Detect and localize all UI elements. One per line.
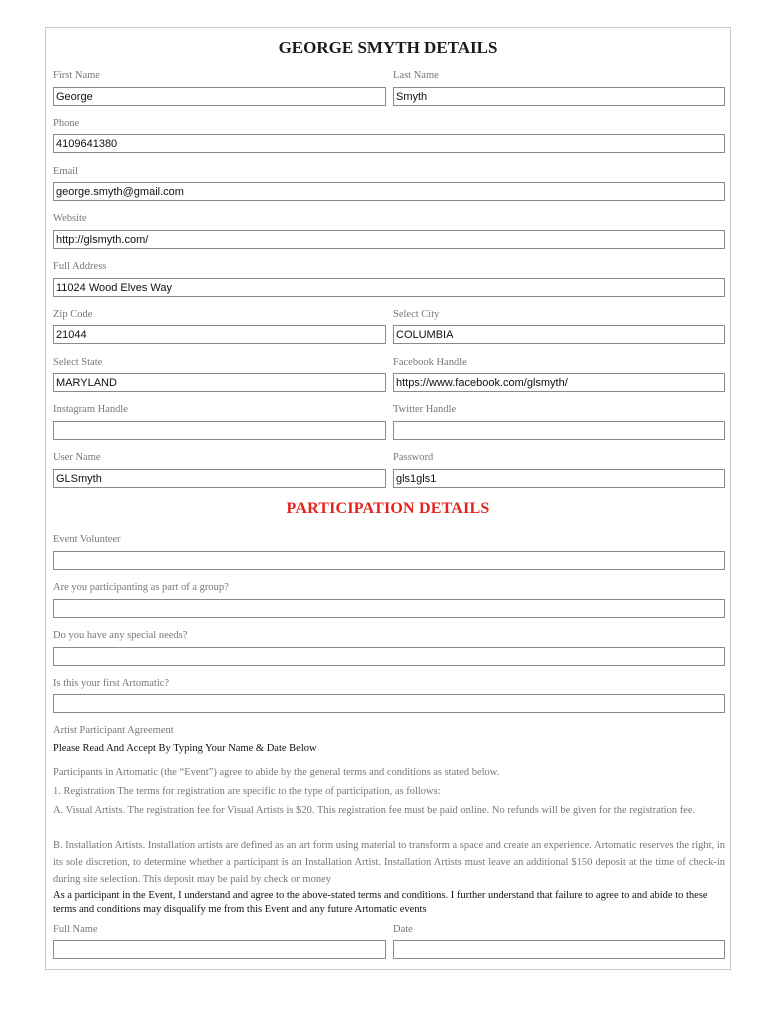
- instagram-input[interactable]: [53, 421, 386, 440]
- zip-label: Zip Code: [53, 309, 93, 320]
- event-volunteer-input[interactable]: [53, 551, 725, 570]
- website-label: Website: [53, 213, 87, 224]
- email-label: Email: [53, 166, 79, 177]
- form-page: [45, 27, 731, 970]
- group-input[interactable]: [53, 599, 725, 618]
- full-name-label: Full Name: [53, 924, 98, 935]
- date-input[interactable]: [393, 940, 725, 959]
- last-name-input[interactable]: Smyth: [393, 87, 725, 106]
- email-input[interactable]: george.smyth@gmail.com: [53, 182, 725, 201]
- last-name-label: Last Name: [393, 70, 439, 81]
- website-input[interactable]: http://glsmyth.com/: [53, 230, 725, 249]
- facebook-input[interactable]: https://www.facebook.com/glsmyth/: [393, 373, 725, 392]
- participation-title: PARTICIPATION DETAILS: [286, 500, 490, 517]
- first-artomatic-input[interactable]: [53, 694, 725, 713]
- group-label: Are you participanting as part of a group?: [53, 582, 229, 593]
- instagram-label: Instagram Handle: [53, 404, 128, 415]
- date-label: Date: [393, 924, 413, 935]
- city-label: Select City: [393, 309, 440, 320]
- phone-input[interactable]: 4109641380: [53, 134, 725, 153]
- agreement-registration: 1. Registration The terms for registration are specific to the type of participation, as follows:: [53, 786, 441, 797]
- zip-input[interactable]: 21044: [53, 325, 386, 344]
- agreement-label: Artist Participant Agreement: [53, 725, 174, 736]
- first-name-input[interactable]: George: [53, 87, 386, 106]
- page-title: GEORGE SMYTH DETAILS: [278, 38, 498, 57]
- special-needs-label: Do you have any special needs?: [53, 630, 188, 641]
- address-label: Full Address: [53, 261, 107, 272]
- username-input[interactable]: GLSmyth: [53, 469, 386, 488]
- username-label: User Name: [53, 452, 101, 463]
- agreement-visual-artists: A. Visual Artists. The registration fee for Visual Artists is $20. This registration fee must be paid online. No refunds will be given for the registration fee.: [53, 805, 696, 816]
- agreement-instruction: Please Read And Accept By Typing Your Name & Date Below: [53, 743, 317, 754]
- agreement-installation-artists: B. Installation Artists. Installation artists are defined as an art form using material to transform a space and create an experience. Artomatic reserves the right, in its sole discretion, to determine whether a participant is an Installation Artist. Installation Artists must leave an additional $150 deposit at the time of check-in during site selection. This deposit may be paid by check or money: [53, 840, 725, 885]
- twitter-input[interactable]: [393, 421, 725, 440]
- special-needs-input[interactable]: [53, 647, 725, 666]
- facebook-label: Facebook Handle: [393, 357, 467, 368]
- city-select[interactable]: COLUMBIA: [393, 325, 725, 344]
- password-input[interactable]: gls1gls1: [393, 469, 725, 488]
- state-select[interactable]: MARYLAND: [53, 373, 386, 392]
- event-volunteer-label: Event Volunteer: [53, 534, 121, 545]
- agreement-acknowledgement: As a participant in the Event, I understand and agree to the above-stated terms and conditions. I further understand that failure to agree to and abide to these terms and conditions may disqualify me from this Event and any future Artomatic events: [53, 890, 708, 915]
- state-label: Select State: [53, 357, 103, 368]
- password-label: Password: [393, 452, 434, 463]
- twitter-label: Twitter Handle: [393, 404, 457, 415]
- first-artomatic-label: Is this your first Artomatic?: [53, 678, 170, 689]
- phone-label: Phone: [53, 118, 80, 129]
- agreement-intro: Participants in Artomatic (the “Event”) agree to abide by the general terms and conditions as stated below.: [53, 767, 500, 778]
- first-name-label: First Name: [53, 70, 100, 81]
- full-name-input[interactable]: [53, 940, 386, 959]
- address-input[interactable]: 11024 Wood Elves Way: [53, 278, 725, 297]
